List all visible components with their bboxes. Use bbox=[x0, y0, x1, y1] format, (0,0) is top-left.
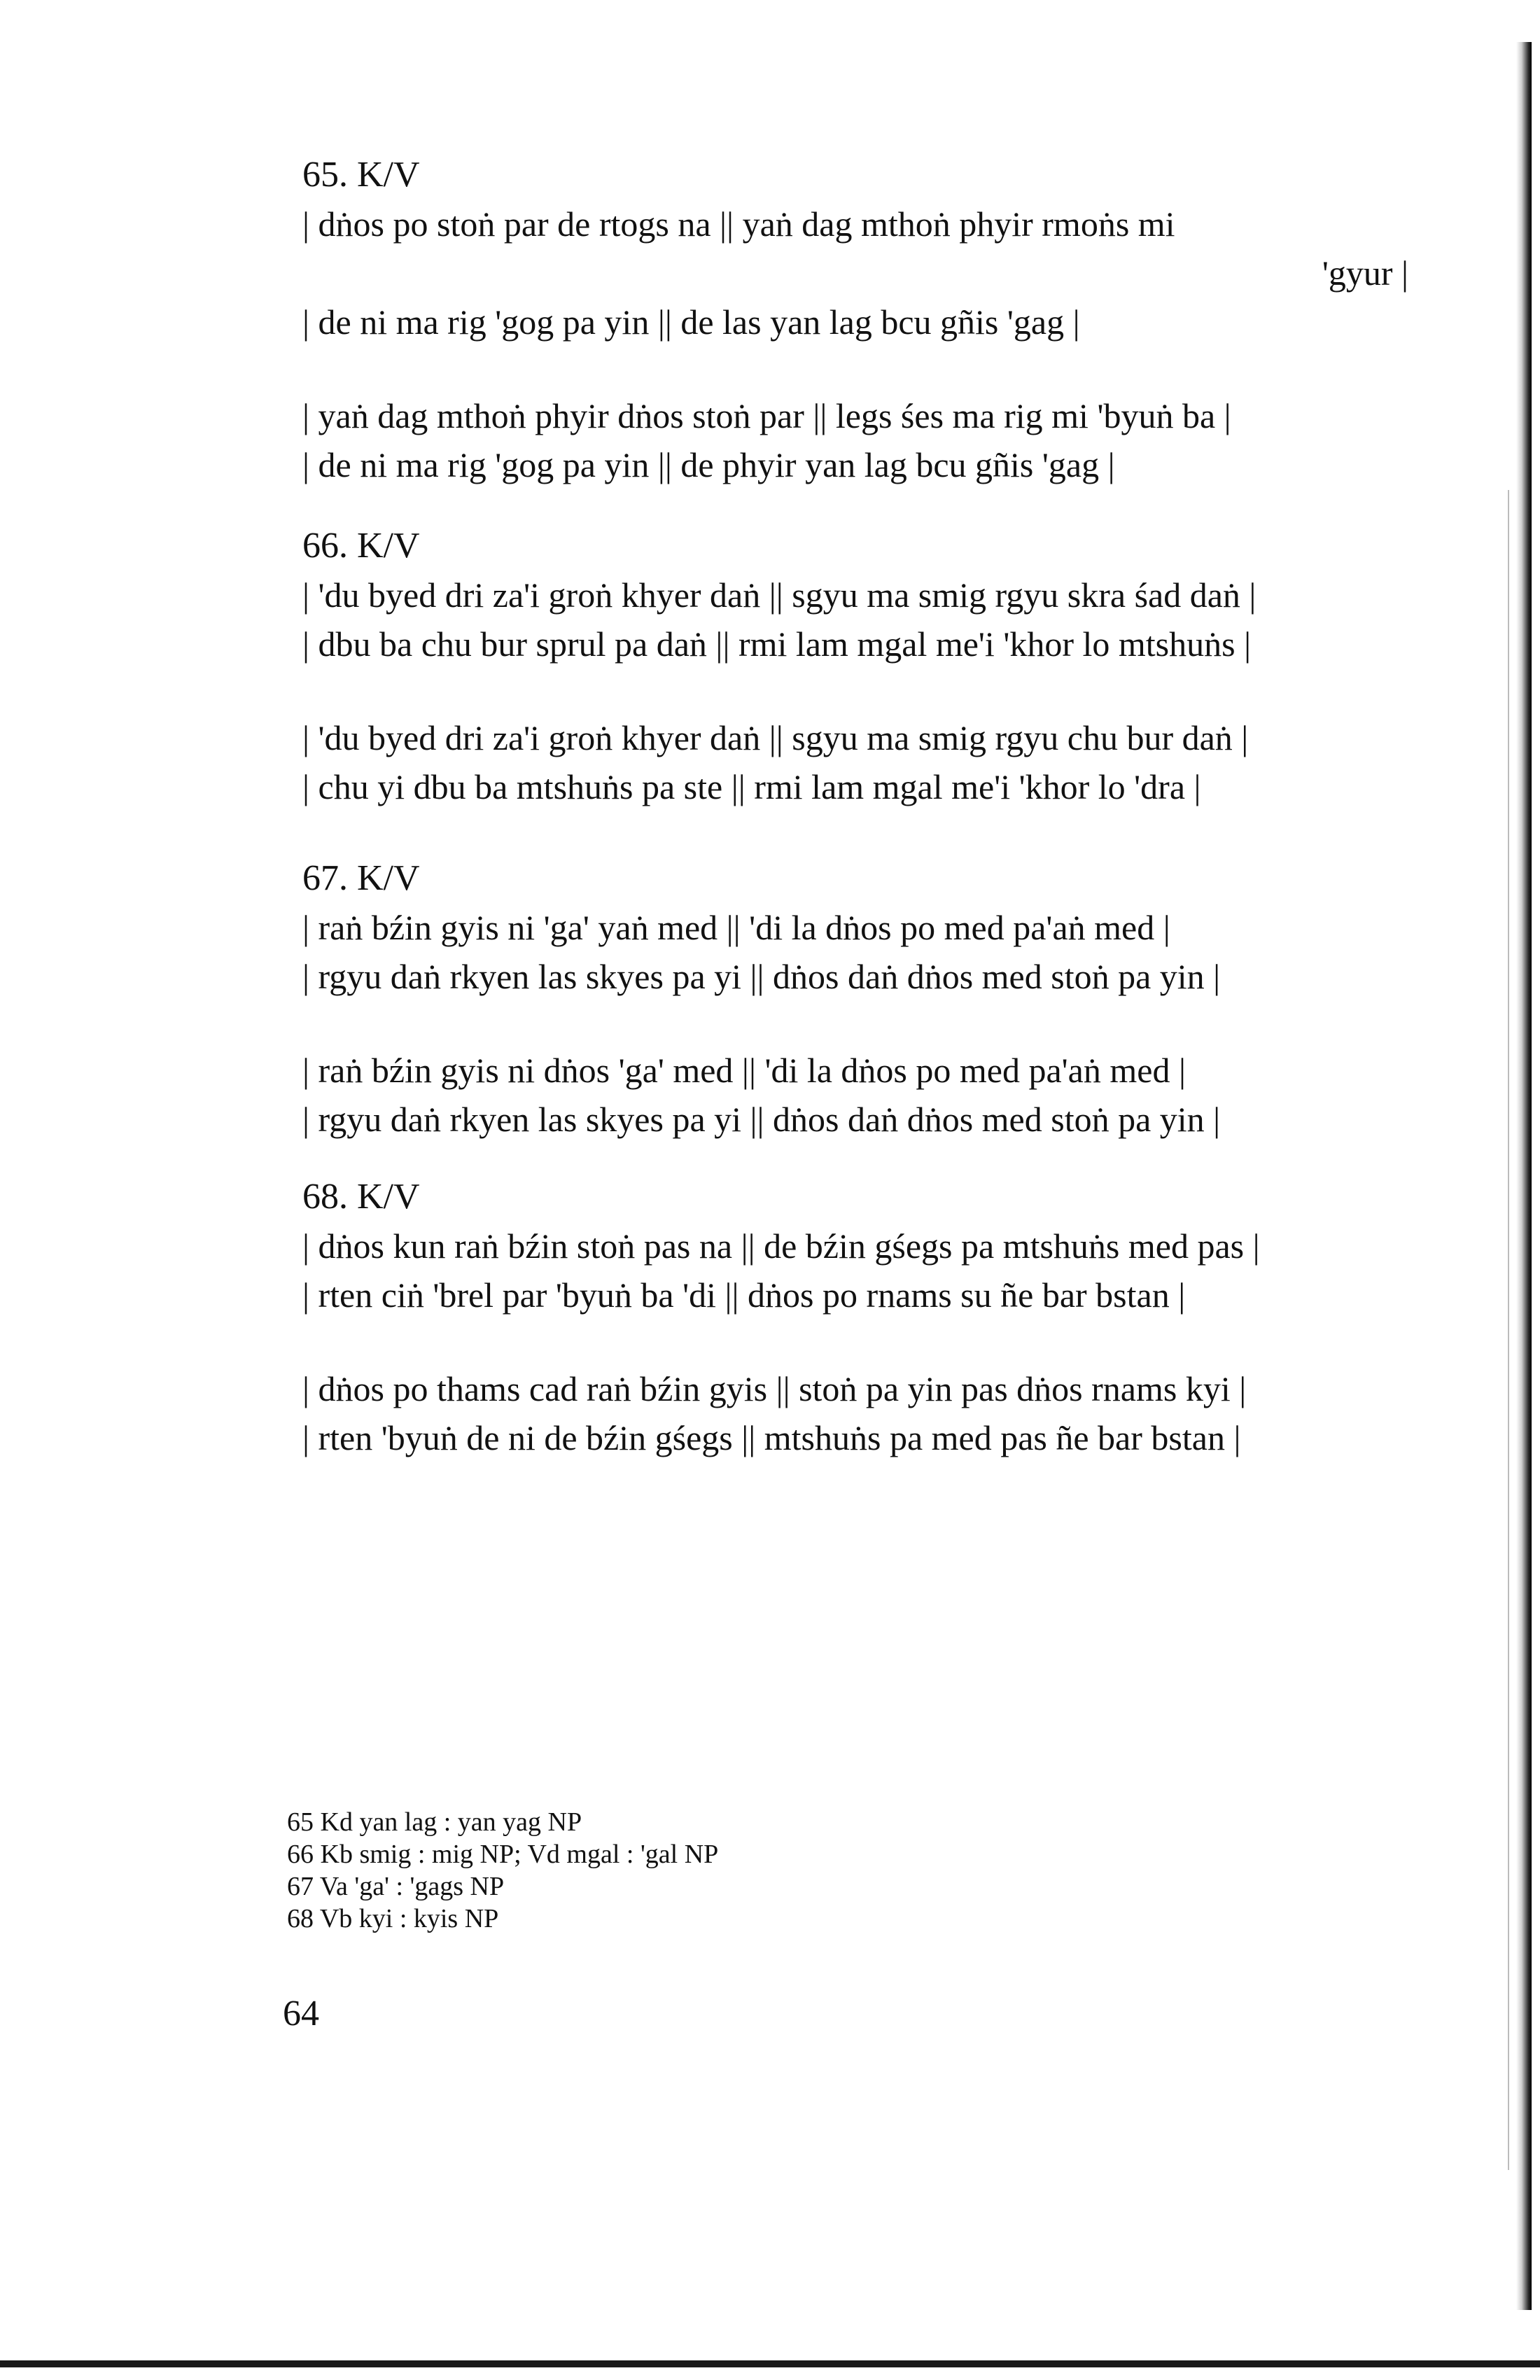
verse-heading: 65. K/V bbox=[302, 155, 420, 195]
stanza-karika bbox=[302, 570, 1436, 668]
footnote: 66 Kb smig : mig NP; Vd mgal : 'gal NP bbox=[287, 1840, 719, 1869]
verse-line: | raṅ bźin gyis ni dṅos 'ga' med || 'di la dṅos po med pa'aṅ med | bbox=[302, 1051, 1186, 1090]
stanza-karika bbox=[302, 1222, 1436, 1320]
verse-line: | chu yi dbu ba mtshuṅs pa ste || rmi lam mgal me'i 'khor lo 'dra | bbox=[302, 767, 1201, 806]
verse-line: | 'du byed dri za'i groṅ khyer daṅ || sgyu ma smig rgyu skra śad daṅ | bbox=[302, 575, 1256, 615]
verse-line: | raṅ bźin gyis ni 'ga' yaṅ med || 'di la dṅos po med pa'aṅ med | bbox=[302, 908, 1170, 947]
verse-section-67 bbox=[302, 854, 1436, 1144]
verse-section-66 bbox=[302, 522, 1436, 811]
footnote: 65 Kd yan lag : yan yag NP bbox=[287, 1807, 582, 1837]
verse-line: | rten ciṅ 'brel par 'byuṅ ba 'di || dṅos po rnams su ñe bar bstan | bbox=[302, 1275, 1186, 1315]
stanza-vrtti bbox=[302, 713, 1436, 811]
verse-line: | de ni ma rig 'gog pa yin || de las yan lag bcu gñis 'gag | bbox=[302, 302, 1080, 342]
scan-page-edge-shadow bbox=[1516, 42, 1532, 2310]
verse-line: | 'du byed dri za'i groṅ khyer daṅ || sgyu ma smig rgyu chu bur daṅ | bbox=[302, 718, 1249, 757]
verse-line-continuation: 'gyur | bbox=[1322, 253, 1408, 293]
footnote: 68 Vb kyi : kyis NP bbox=[287, 1904, 499, 1933]
footnote: 67 Va 'ga' : 'gags NP bbox=[287, 1872, 505, 1901]
verse-heading: 66. K/V bbox=[302, 526, 420, 566]
verse-line: | rgyu daṅ rkyen las skyes pa yi || dṅos daṅ dṅos med stoṅ pa yin | bbox=[302, 957, 1221, 996]
stanza-karika bbox=[302, 200, 1436, 346]
verse-line: | dṅos po thams cad raṅ bźin gyis || stoṅ pa yin pas dṅos rnams kyi | bbox=[302, 1369, 1247, 1408]
verse-line: | dṅos po stoṅ par de rtogs na || yaṅ dag mthoṅ phyir rmoṅs mi bbox=[302, 204, 1175, 244]
verse-heading: 67. K/V bbox=[302, 858, 420, 898]
verse-line: | dṅos kun raṅ bźin stoṅ pas na || de bźin gśegs pa mtshuṅs med pas | bbox=[302, 1226, 1260, 1266]
verse-line: | de ni ma rig 'gog pa yin || de phyir yan lag bcu gñis 'gag | bbox=[302, 445, 1115, 484]
verse-heading: 68. K/V bbox=[302, 1177, 420, 1217]
scan-edge-line bbox=[1508, 490, 1509, 2170]
verse-line: | dbu ba chu bur sprul pa daṅ || rmi lam mgal me'i 'khor lo mtshuṅs | bbox=[302, 624, 1252, 664]
footnotes bbox=[287, 1806, 1127, 1935]
page-number: 64 bbox=[283, 1994, 319, 2033]
verse-line: | rten 'byuṅ de ni de bźin gśegs || mtshuṅs pa med pas ñe bar bstan | bbox=[302, 1418, 1241, 1457]
verse-line: | rgyu daṅ rkyen las skyes pa yi || dṅos daṅ dṅos med stoṅ pa yin | bbox=[302, 1100, 1221, 1139]
stanza-karika bbox=[302, 903, 1436, 1001]
verse-section-68 bbox=[302, 1172, 1436, 1462]
scan-bottom-edge bbox=[0, 2360, 1540, 2367]
verse-section-65 bbox=[302, 150, 1436, 489]
verse-line: | yaṅ dag mthoṅ phyir dṅos stoṅ par || legs śes ma rig mi 'byuṅ ba | bbox=[302, 396, 1231, 435]
stanza-vrtti bbox=[302, 1046, 1436, 1144]
stanza-vrtti bbox=[302, 391, 1436, 489]
stanza-vrtti bbox=[302, 1364, 1436, 1462]
